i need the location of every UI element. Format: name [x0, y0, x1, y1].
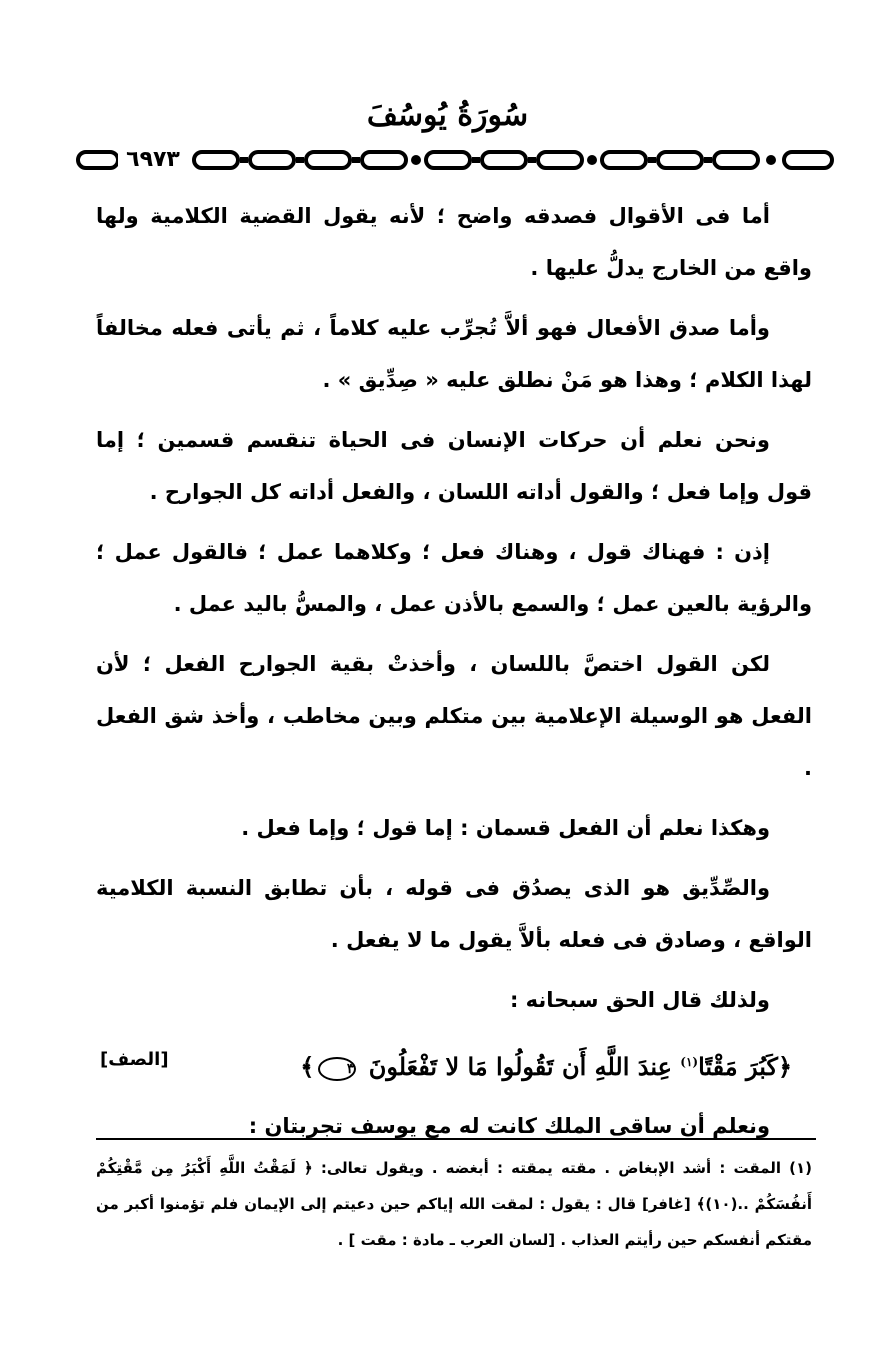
ayah-number: ٣ [318, 1057, 356, 1081]
paragraph: ونحن نعلم أن حركات الإنسان فى الحياة تنقسم قسمين ؛ إما قول وإما فعل ؛ والقول أداته اللسان ، والفعل أداته كل الجوارح . [96, 428, 812, 504]
paragraph: أما فى الأقوال فصدقه واضح ؛ لأنه يقول القضية الكلامية ولها واقع من الخارج يدلُّ عليها . [96, 204, 812, 280]
verse-text-part-2: عِندَ اللَّهِ أَن تَقُولُوا مَا لا تَفْعَلُونَ [360, 1052, 681, 1081]
body-text [96, 190, 812, 1160]
surah-reference: [الصف] [100, 1049, 169, 1070]
verse-close-bracket: ﴾ [300, 1052, 315, 1081]
footnote-divider [96, 1138, 816, 1140]
ornamental-header-rule [74, 146, 837, 174]
footnote: (١) المقت : أشد الإبغاض . مقته يمقته : أبغضه . ويقول تعالى: ﴿ لَمَقْتُ اللَّهِ أَكْبَرُ مِن مَّقْتِكُمْ أَنفُسَكُمْ ..(١٠)﴾ [غافر] قال : يقول : لمقت الله إياكم حين دعيتم إلى الإيمان فلم تؤمنوا أكبر من مقتكم أنفسكم حين رأيتم العذاب . [لسان العرب ـ مادة : مقت ] . [96, 1159, 812, 1249]
paragraph: وأما صدق الأفعال فهو ألاَّ تُجرِّب عليه كلاماً ، ثم يأتى فعله مخالفاً لهذا الكلام ؛ وهذا هو مَنْ نطلق عليه « صِدِّيق » . [96, 316, 812, 392]
paragraph: والصِّدِّيق هو الذى يصدُق فى قوله ، بأن تطابق النسبة الكلامية الواقع ، وصادق فى فعله بألاَّ يقول ما لا يفعل . [96, 876, 812, 952]
paragraph: وهكذا نعلم أن الفعل قسمان : إما قول ؛ وإما فعل . [241, 816, 770, 840]
verse-open-bracket: ﴿ [777, 1052, 792, 1081]
quran-verse-row [96, 1034, 812, 1096]
quran-verse [300, 1034, 792, 1095]
paragraph: إذن : فهناك قول ، وهناك فعل ؛ وكلاهما عمل ؛ فالقول عمل ؛ والرؤية بالعين عمل ؛ والسمع بالأذن عمل ، والمسُّ باليد عمل . [96, 540, 812, 616]
surah-title: سُورَةُ يُوسُفَ [366, 98, 529, 133]
paragraph: ولذلك قال الحق سبحانه : [509, 988, 770, 1012]
page-number: ٦٩٧٣ [118, 144, 188, 176]
verse-text-part-1: كَبُرَ مَقْتًا [698, 1052, 778, 1081]
paragraph: ونعلم أن ساقى الملك كانت له مع يوسف تجربتان : [248, 1114, 770, 1138]
footnote-marker: (١) [680, 1055, 699, 1069]
paragraph: لكن القول اختصَّ باللسان ، وأخذتْ بقية الجوارح الفعل ؛ لأن الفعل هو الوسيلة الإعلامية بين متكلم وبين مخاطب ، وأخذ شق الفعل . [96, 652, 812, 780]
